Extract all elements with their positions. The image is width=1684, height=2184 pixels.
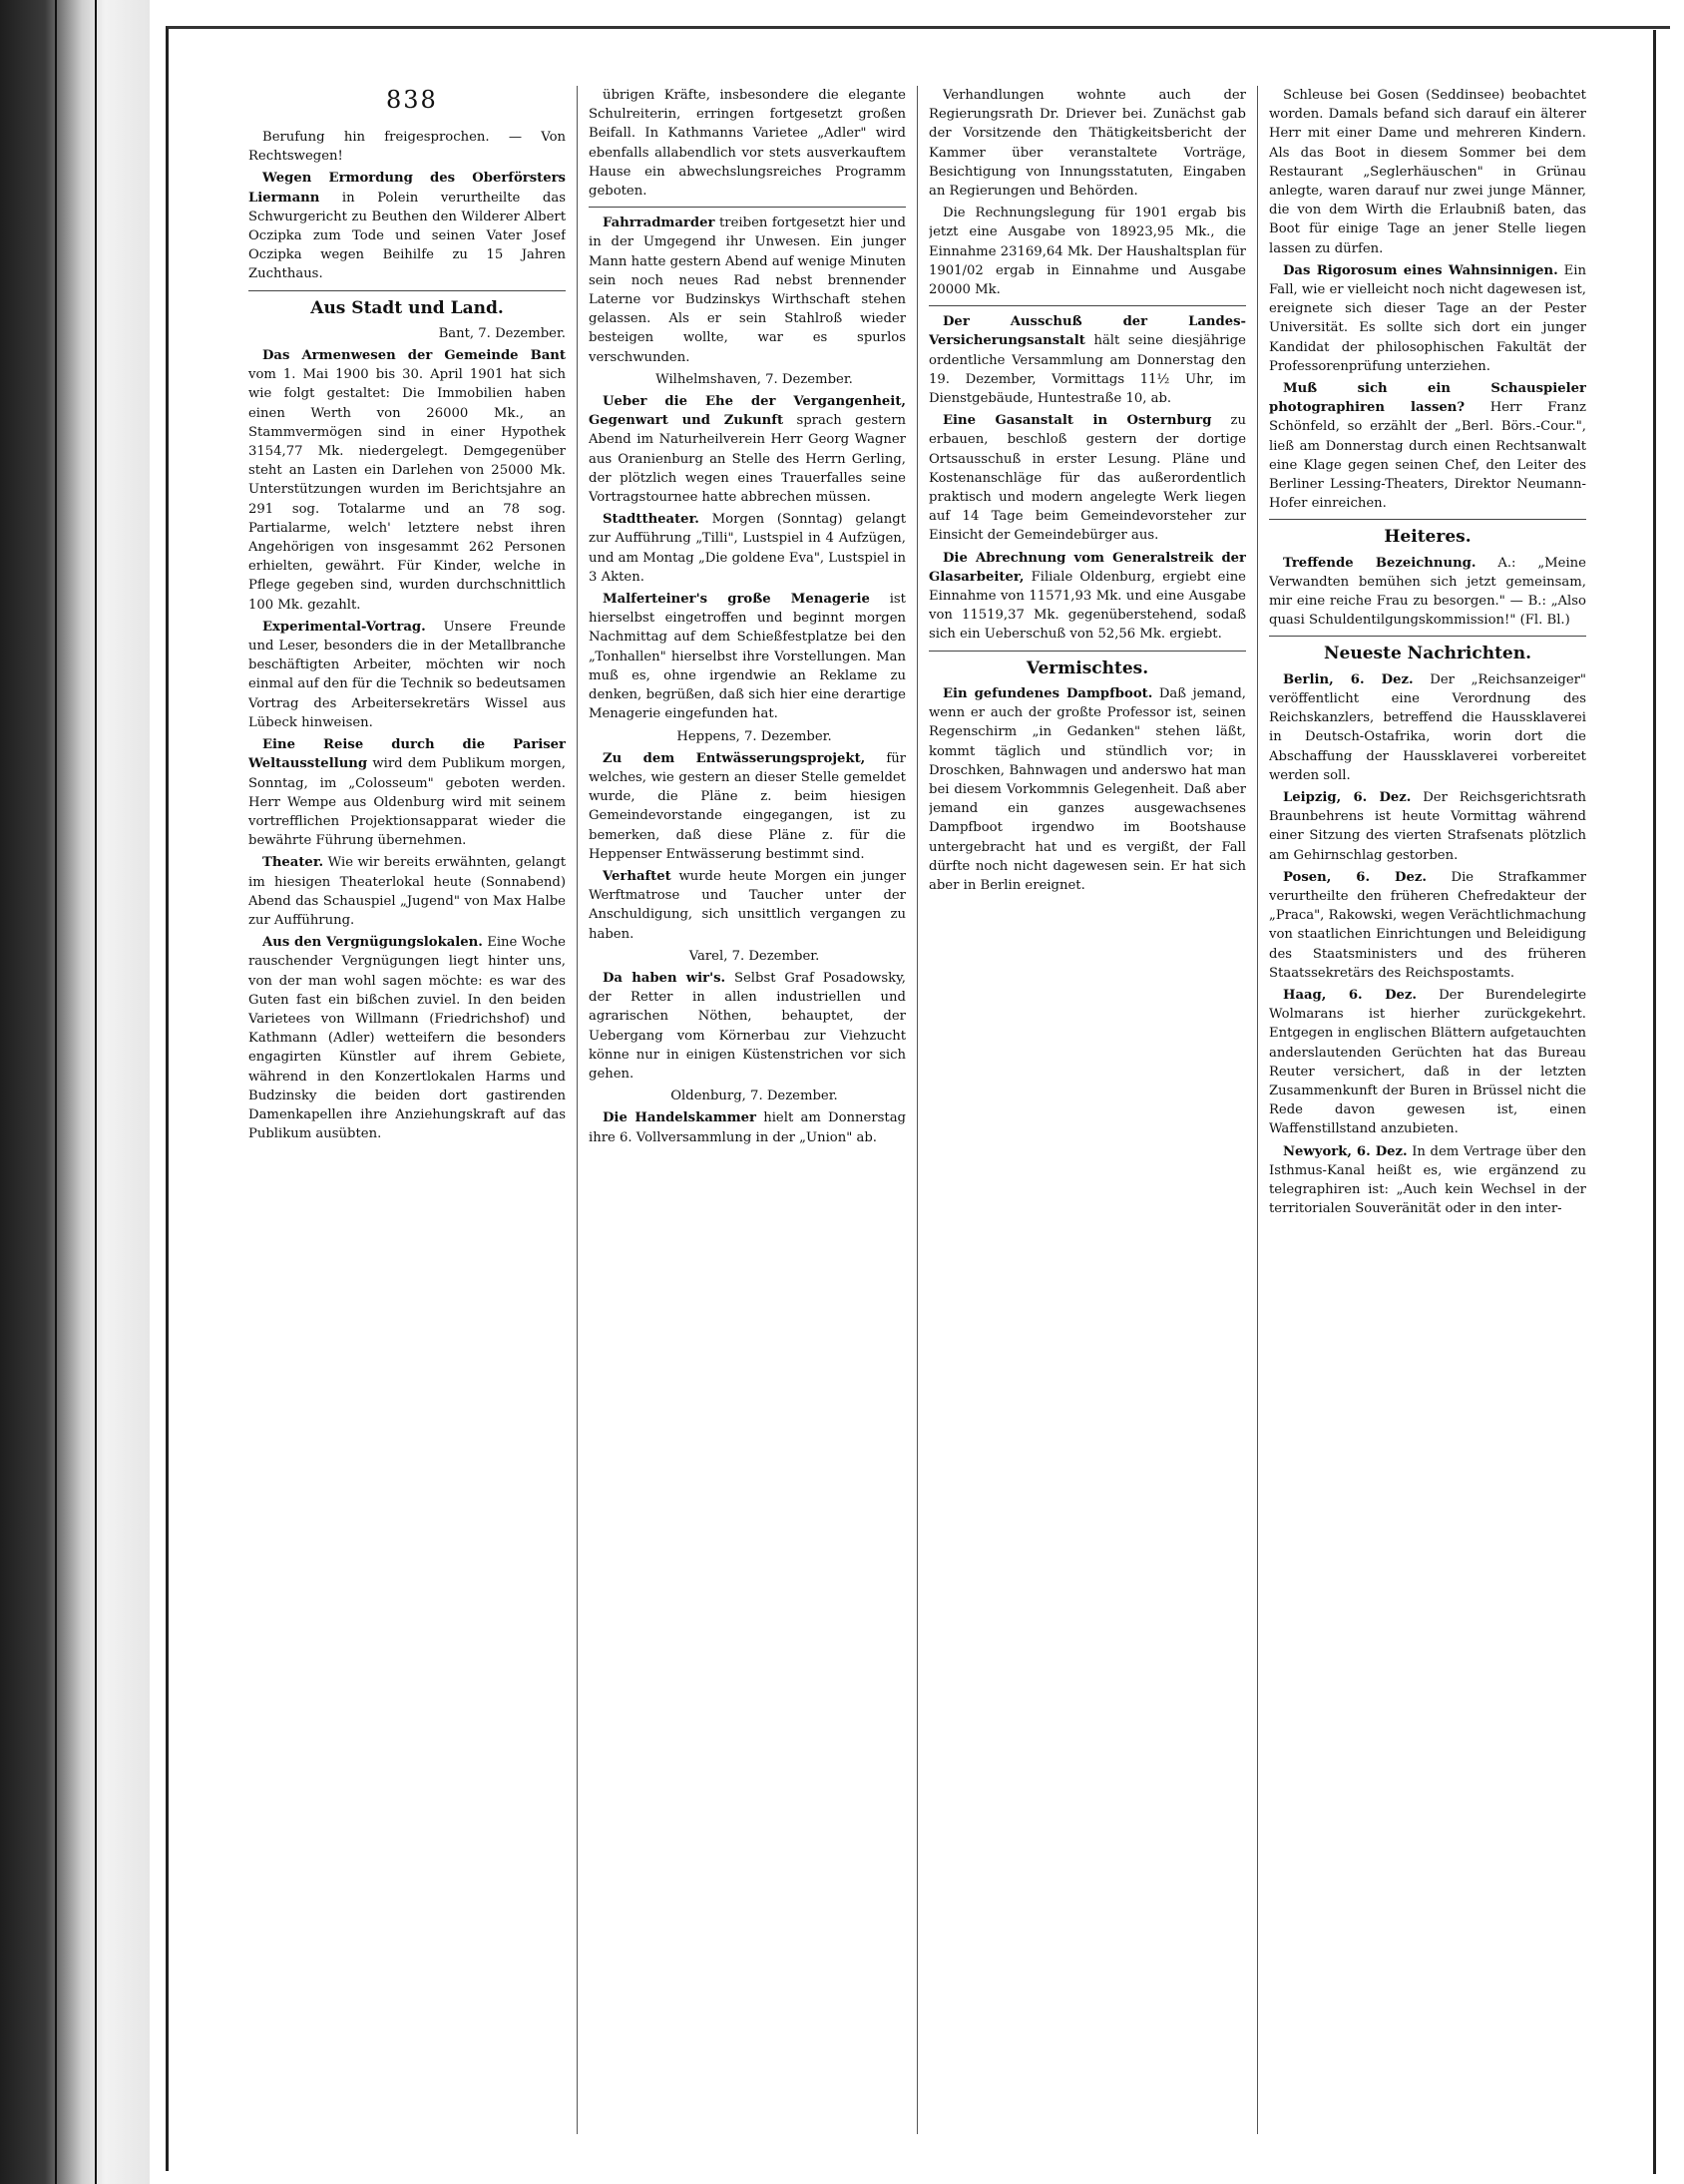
article bbox=[248, 853, 566, 930]
article bbox=[248, 933, 566, 1143]
article bbox=[1269, 261, 1586, 376]
column-rule bbox=[917, 86, 918, 2134]
article-text: übrigen Kräfte, insbesondere die elegante Schulreiterin, erringen fortgesetzt großen Beifall. In Kathmanns Varietee „Adler" wird ebenfalls allabendlich vor stets ausverkauftem Hause ein abwechslungsreiches Programm geboten. bbox=[589, 88, 906, 200]
article-headline: Berlin, 6. Dez. bbox=[1283, 671, 1414, 687]
article-headline: Wegen Ermordung des Oberförsters Liermann bbox=[248, 171, 566, 206]
article-text: In dem Vertrage über den Isthmus-Kanal heißt es, wie ergänzend zu telegraphiren ist: „Auch kein Wechsel in der territorialen Souveränität oder in den inter- bbox=[1269, 1143, 1586, 1217]
article-text: vom 1. Mai 1900 bis 30. April 1901 hat sich wie folgt gestaltet: Die Immobilien haben einen Werth von 26000 Mk., an Stammvermögen sind in einer Hypothek 3154,77 Mk. niedergelegt. Demgegenüber steht an Lasten ein Darlehen von 25000 Mk. Unterstützungen wurden im Berichtsjahre an 291 sog. Totalarme und an 78 sog. Partialarme, welch' letztere nebst ihren Angehörigen von insgesammt 262 Personen erhielten, gewährt. Für Kinder, welche in Pflege gegeben sind, wurden durchschnittlich 100 Mk. gezahlt. bbox=[248, 367, 566, 613]
article-text: sprach gestern Abend im Naturheilverein Herr Georg Wagner aus Oranienburg an Stelle des Herrn Gerling, der plötzlich wegen eines Trauerfalles seine Vortragstournee hatte abbrechen müssen. bbox=[589, 413, 906, 506]
article-text: wird dem Publikum morgen, Sonntag, im „Colosseum" geboten werden. Herr Wempe aus Oldenburg wird mit seinem vortrefflichen Projektionsapparat wieder die bewährte Führung übernehmen. bbox=[248, 756, 566, 849]
article bbox=[589, 392, 906, 507]
column-1 bbox=[248, 128, 566, 2146]
article-headline: Der Ausschuß der Landes-Versicherungsanstalt bbox=[929, 314, 1246, 349]
article bbox=[1269, 1142, 1586, 1219]
article-headline: Experimental-Vortrag. bbox=[262, 619, 426, 635]
section-heading: Vermischtes. bbox=[1026, 657, 1149, 678]
dateline: Varel, 7. Dezember. bbox=[688, 948, 820, 964]
article-headline: Malferteiner's große Menagerie bbox=[603, 592, 870, 608]
article bbox=[1269, 986, 1586, 1139]
article bbox=[589, 1108, 906, 1146]
article bbox=[589, 510, 906, 587]
article bbox=[1269, 554, 1586, 631]
newspaper-page bbox=[150, 0, 1684, 2184]
article-text: zu erbauen, beschloß gestern der dortige Ortsausschuß in erster Lesung. Pläne und Kostenanschläge für das außerordentlich praktisch und modern angelegte Werk liegen auf 14 Tage beim Gemeindevorsteher zur Einsicht der Gemeindebürger aus. bbox=[929, 413, 1246, 544]
article bbox=[248, 346, 566, 615]
article-text: Daß jemand, wenn er auch der großte Professor ist, seinen Regenschirm „in Gedanken" stehen läßt, kommt täglich und stündlich vor; in Droschken, Bahnwagen und anderswo hat man bei diesem Vorkommnis Gelegenheit. Daß aber jemand ein ganzes ausgewachsenes Dampfboot irgendwo im Bootshause untergebracht hat und es vergißt, der Fall dürfte noch nicht dagewesen sein. Er hat sich aber in Berlin ereignet. bbox=[929, 685, 1246, 893]
article-text: hält seine diesjährige ordentliche Versammlung am Donnerstag den 19. Dezember, Vormittags 11½ Uhr, im Dienstgebäude, Huntestraße 10, ab. bbox=[929, 333, 1246, 407]
article bbox=[929, 549, 1246, 645]
article bbox=[248, 735, 566, 850]
article-headline: Die Handelskammer bbox=[603, 1110, 757, 1126]
divider bbox=[1269, 519, 1586, 520]
article-text: Herr Franz Schönfeld, so erzählt der „Berl. Börs.-Cour.", ließ am Donnerstag durch einen Rechtsanwalt eine Klage gegen seinen Chef, den Leiter des Berliner Lessing-Theaters, Direktor Neumann-Hofer einreichen. bbox=[1269, 400, 1586, 512]
article bbox=[248, 169, 566, 283]
divider bbox=[589, 207, 906, 208]
article-headline: Ein gefundenes Dampfboot. bbox=[943, 685, 1153, 701]
article-headline: Das Rigorosum eines Wahnsinnigen. bbox=[1283, 262, 1558, 278]
article-headline: Stadttheater. bbox=[603, 512, 699, 528]
article-text: Die Strafkammer verurtheilte den früheren Chefredakteur der „Praca", Rakowski, wegen Verächtlichmachung von staatlichen Einrichtungen und Beleidigung des Staatsministers und des früheren Staatssekretärs des Reichspostamts. bbox=[1269, 869, 1586, 981]
article bbox=[929, 312, 1246, 408]
article bbox=[248, 618, 566, 732]
article-text: ist hierselbst eingetroffen und beginnt morgen Nachmittag auf dem Schießfestplatze bei den „Tonhallen" hierselbst ihre Vorstellungen. Man muß es, ohne irgendwie an Reklame zu denken, begrüßen, daß sich hier eine derartige Menagerie eingefunden hat. bbox=[589, 592, 906, 722]
article-text: Die Rechnungslegung für 1901 ergab bis jetzt eine Ausgabe von 18923,95 Mk., die Einnahme 23169,64 Mk. Der Haushaltsplan für 1901/02 ergab in Einnahme und Ausgabe 20000 Mk. bbox=[929, 206, 1246, 298]
article-text: Der Burendelegirte Wolmarans ist hierher zurückgekehrt. Entgegen in englischen Blättern aufgetauchten anderslautenden Gerüchten hat das Bureau Reuter versichert, daß in der letzten Zusammenkunft der Buren in Brüssel nicht die Rede davon gewesen ist, einen Waffenstillstand anzubieten. bbox=[1269, 987, 1586, 1137]
article-text: Selbst Graf Posadowsky, der Retter in allen industriellen und agrarischen Nöthen, behauptet, der Uebergang vom Körnerbau zur Viehzucht könne nur in einigen Küstenstrichen vor sich gehen. bbox=[589, 970, 906, 1082]
binding-edge bbox=[95, 0, 97, 2184]
article-headline: Eine Reise durch die Pariser Weltausstellung bbox=[248, 737, 566, 772]
article-headline: Eine Gasanstalt in Osternburg bbox=[943, 413, 1212, 429]
article-text: A.: „Meine Verwandten bemühen sich jetzt gemeinsam, mir eine reiche Frau zu besorgen." — B.: „Also quasi Schuldentilgungskommission!" (Fl. Bl.) bbox=[1269, 555, 1586, 629]
article bbox=[589, 749, 906, 864]
divider bbox=[929, 651, 1246, 652]
article bbox=[1269, 868, 1586, 983]
article-headline: Ueber die Ehe der Vergangenheit, Gegenwart und Zukunft bbox=[589, 394, 906, 429]
article-text: Verhandlungen wohnte auch der Regierungsrath Dr. Driever bei. Zunächst gab der Vorsitzende den Thätigkeitsbericht der Kammer über veranstaltete Vorträge, Besichtigung von Innungsstatuten, Eingaben an Regierungen und Behörden. bbox=[929, 88, 1246, 200]
article-headline: Muß sich ein Schauspieler photographiren lassen? bbox=[1269, 381, 1586, 416]
article-headline: Theater. bbox=[262, 855, 324, 871]
section-heading: Heiteres. bbox=[1384, 527, 1472, 548]
article-text: Der Reichsgerichtsrath Braunbehrens ist heute Vormittag während einer Sitzung des vierten Strafsenats plötzlich am Gehirnschlag gestorben. bbox=[1269, 789, 1586, 863]
article-headline: Fahrradmarder bbox=[603, 216, 715, 231]
divider bbox=[248, 290, 566, 291]
article-text: hielt am Donnerstag ihre 6. Vollversammlung in der „Union" ab. bbox=[589, 1110, 906, 1145]
article-text: Morgen (Sonntag) gelangt zur Aufführung „Tilli", Lustspiel in 4 Aufzügen, und am Montag „Die goldene Eva", Lustspiel in 3 Akten. bbox=[589, 512, 906, 585]
dateline: Oldenburg, 7. Dezember. bbox=[670, 1089, 838, 1104]
binding-edge bbox=[55, 0, 57, 2184]
page-edge-rule bbox=[1653, 30, 1656, 2174]
column-rule bbox=[577, 86, 578, 2134]
article-text: Filiale Oldenburg, ergiebt eine Einnahme von 11571,93 Mk. und eine Ausgabe von 11519,37 Mk. gegenüberstehend, sodaß sich ein Ueberschuß von 52,56 Mk. ergiebt. bbox=[929, 569, 1246, 643]
article bbox=[589, 214, 906, 367]
article-text: Berufung hin freigesprochen. — Von Rechtswegen! bbox=[248, 130, 566, 165]
article-text: Der „Reichsanzeiger" veröffentlicht eine Verordnung des Reichskanzlers, betreffend die Haussklaverei in Deutsch-Ostafrika, worin dort die Abschaffung der Haussklaverei vorbereitet werden soll. bbox=[1269, 671, 1586, 783]
section-heading: Neueste Nachrichten. bbox=[1323, 644, 1532, 664]
column-2 bbox=[589, 86, 906, 2146]
article-text: wurde heute Morgen ein junger Werftmatrose und Taucher unter der Anschuldigung, sich unsittlich vergangen zu haben. bbox=[589, 868, 906, 942]
article-headline: Posen, 6. Dez. bbox=[1283, 869, 1427, 885]
article-text: Unsere Freunde und Leser, besonders die in der Metallbranche beschäftigten Arbeiter, möchten wir noch einmal auf den für die Technik so bedeutsamen Vortrag des Arbeitersekretärs Wissel aus Lübeck hinweisen. bbox=[248, 619, 566, 730]
dateline: Bant, 7. Dezember. bbox=[438, 325, 566, 341]
article bbox=[1269, 670, 1586, 785]
article bbox=[1269, 379, 1586, 513]
article-text: Eine Woche rauschender Vergnügungen liegt hinter uns, von der man wohl sagen möchte: es war des Guten fast ein bißchen zuviel. In den beiden Varietees von Willmann (Friedrichshof) und Kathmann (Adler) wetteifern die besonders engagirten Künstler auf ihrem Gebiete, während in den Konzertlokalen Harms und Budzinsky die beiden dort gastirenden Damenkapellen ihre Anziehungskraft auf das Publikum ausübten. bbox=[248, 935, 566, 1142]
article-headline: Zu dem Entwässerungsprojekt, bbox=[603, 750, 866, 766]
article-text: in Polein verurtheilte das Schwurgericht zu Beuthen den Wilderer Albert Oczipka zum Tode und seinen Vater Josef Oczipka wegen Beihilfe zu 15 Jahren Zuchthaus. bbox=[248, 190, 566, 282]
article-headline: Verhaftet bbox=[603, 868, 671, 884]
divider bbox=[929, 305, 1246, 306]
article bbox=[589, 590, 906, 723]
article-headline: Leipzig, 6. Dez. bbox=[1283, 789, 1412, 805]
article-text: Wie wir bereits erwähnten, gelangt im hiesigen Theaterlokal heute (Sonnabend) Abend das Schauspiel „Jugend" von Max Halbe zur Aufführung. bbox=[248, 855, 566, 928]
column-4 bbox=[1269, 86, 1586, 2146]
section-heading: Aus Stadt und Land. bbox=[310, 297, 504, 318]
article bbox=[589, 867, 906, 944]
article-text: für welches, wie gestern an dieser Stelle gemeldet wurde, die Pläne z. beim hiesigen Gemeindevorstande eingegangen, ist zu bemerken, daß diese Pläne z. für die Heppenser Entwässerung bestimmt sind. bbox=[589, 750, 906, 862]
article-headline: Treffende Bezeichnung. bbox=[1283, 555, 1476, 571]
page-number: 838 bbox=[386, 86, 438, 114]
dateline: Heppens, 7. Dezember. bbox=[676, 728, 832, 744]
article-text: Ein Fall, wie er vielleicht noch nicht dagewesen ist, ereignete sich dieser Tage an der Pester Universität. Es sollte sich dort ein junger Kandidat der philosophischen Fakultät der Professorenprüfung unterziehen. bbox=[1269, 262, 1586, 374]
article-headline: Newyork, 6. Dez. bbox=[1283, 1143, 1408, 1159]
article-headline: Aus den Vergnügungslokalen. bbox=[262, 935, 483, 951]
article-headline: Die Abrechnung vom Generalstreik der Glasarbeiter, bbox=[929, 550, 1246, 585]
dateline: Wilhelmshaven, 7. Dezember. bbox=[655, 371, 853, 387]
column-rule bbox=[1257, 86, 1258, 2134]
article bbox=[929, 411, 1246, 545]
article-headline: Das Armenwesen der Gemeinde Bant bbox=[262, 348, 566, 364]
article bbox=[1269, 788, 1586, 865]
article-text: Schleuse bei Gosen (Seddinsee) beobachtet worden. Damals befand sich darauf ein älterer Herr mit einer Dame und mehreren Kindern. Als das Boot in diesem Sommer bei dem Restaurant „Seglerhäuschen" in Grünau anlegte, waren darauf nur zwei junge Männer, die von dem Wirth die Erlaubniß baten, das Boot für einige Tage an jener Stelle liegen lassen zu dürfen. bbox=[1269, 88, 1586, 256]
article bbox=[929, 684, 1246, 895]
book-binding bbox=[0, 0, 150, 2184]
column-3 bbox=[929, 86, 1246, 2146]
article-text: treiben fortgesetzt hier und in der Umgegend ihr Unwesen. Ein junger Mann hatte gestern Abend auf wenige Minuten sein noch neues Rad nebst brennender Laterne vor Budzinskys Wirthschaft stehen gelassen. Als er sein Stahlroß wieder besteigen wollte, war es spurlos verschwunden. bbox=[589, 216, 906, 365]
article-headline: Haag, 6. Dez. bbox=[1283, 987, 1418, 1003]
divider bbox=[1269, 636, 1586, 637]
article bbox=[589, 969, 906, 1084]
article-headline: Da haben wir's. bbox=[603, 970, 726, 986]
